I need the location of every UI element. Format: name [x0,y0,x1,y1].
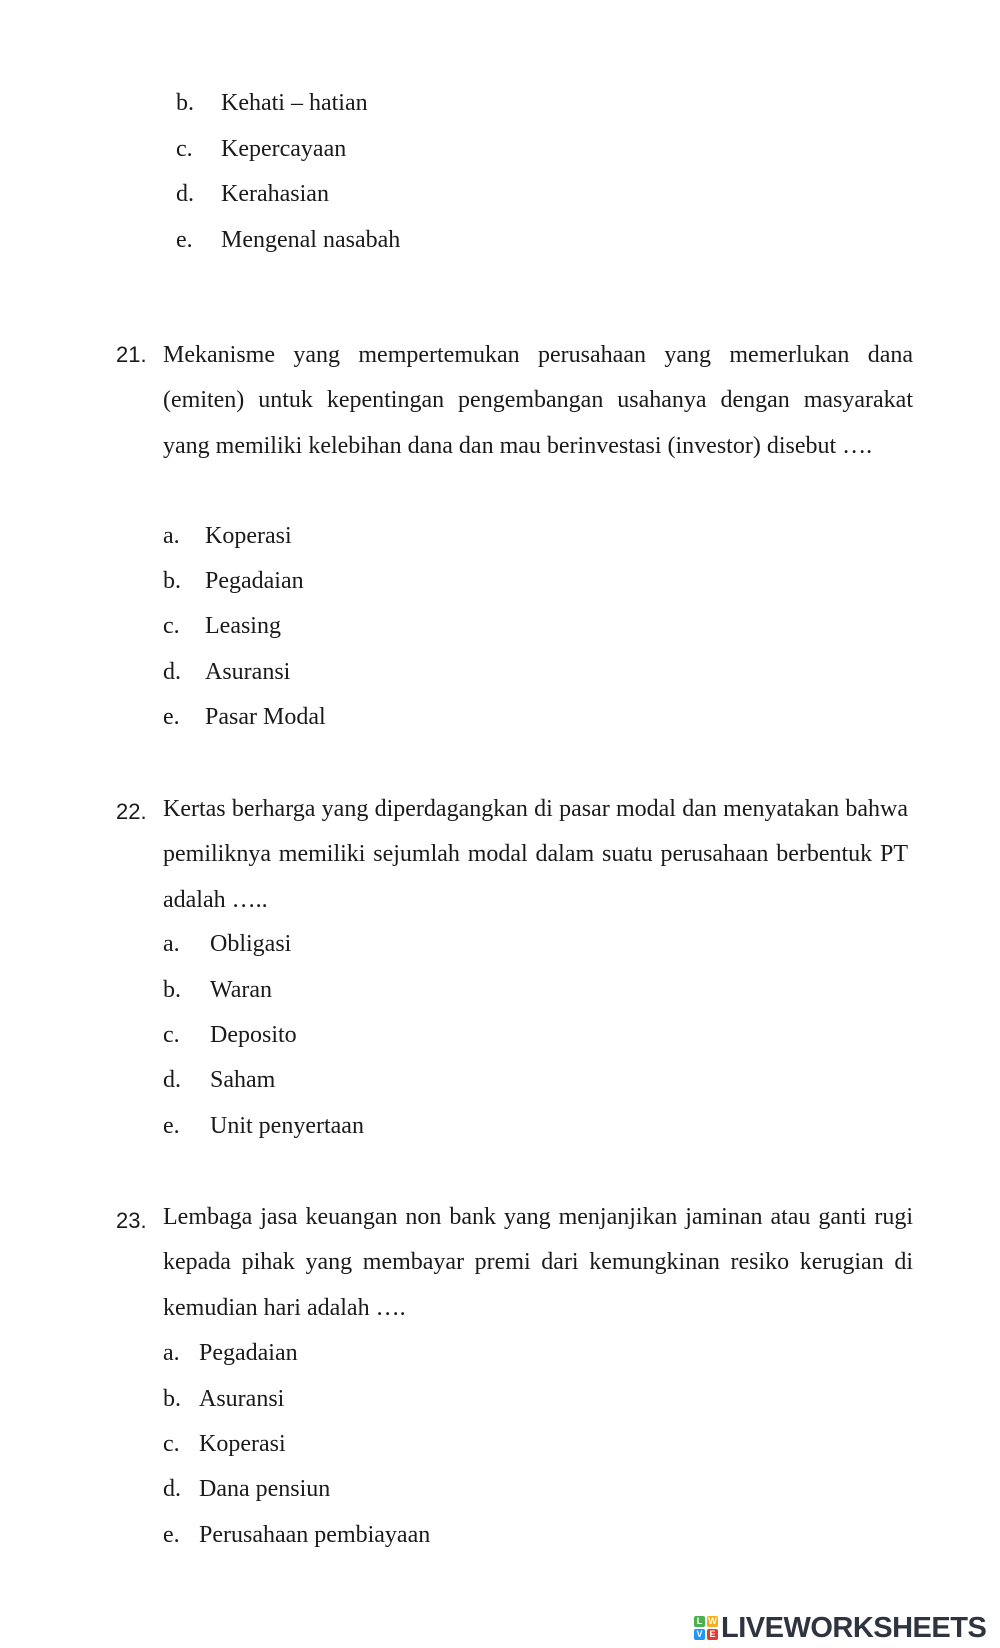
option-letter: c. [163,1022,180,1048]
logo-mark-cell: L [694,1616,705,1627]
question-text: Kertas berharga yang diperdagangkan di pasar modal dan menyatakan bahwa pemiliknya memiliki sejumlah modal dalam suatu perusahaan berbentuk PT adalah ….. [163,796,908,913]
option-text: Perusahaan pembiayaan [199,1522,431,1548]
question-number: 22. [116,799,147,824]
option-letter: e. [163,1113,180,1139]
option-text: Saham [210,1067,276,1093]
option-text: Deposito [210,1022,297,1048]
option-text: Pegadaian [199,1340,298,1366]
option-text: Waran [210,977,273,1003]
option-text: Mengenal nasabah [221,227,401,253]
option-text: Dana pensiun [199,1476,331,1502]
option-letter: c. [176,136,193,162]
option-text: Kepercayaan [221,136,347,162]
option-text: Koperasi [205,523,292,549]
option-text: Unit penyertaan [210,1113,364,1139]
option-letter: b. [163,568,181,594]
option-text: Pegadaian [205,568,304,594]
option-letter: a. [163,1340,180,1366]
option-text: Kehati – hatian [221,90,368,116]
logo-mark-icon [694,1616,718,1640]
option-text: Asuransi [205,659,291,685]
logo-mark-cell: E [707,1629,718,1640]
option-letter: c. [163,613,180,639]
logo-mark-cell: W [708,1616,717,1626]
option-letter: d. [163,659,181,685]
option-text: Koperasi [199,1431,286,1457]
option-letter: e. [176,227,193,253]
logo-mark-cell: V [694,1629,705,1640]
question-number: 21. [116,342,147,367]
question-text: Lembaga jasa keuangan non bank yang menjanjikan jaminan atau ganti rugi kepada pihak yang membayar premi dari kemungkinan resiko kerugian di kemudian hari adalah …. [163,1204,913,1321]
logo-text: LIVEWORKSHEETS [721,1611,987,1644]
option-letter: b. [163,977,181,1003]
option-letter: a. [163,523,180,549]
option-letter: d. [163,1067,181,1093]
option-letter: d. [163,1476,181,1502]
option-text: Leasing [205,613,281,639]
option-text: Asuransi [199,1386,285,1412]
option-letter: d. [176,181,194,207]
option-letter: e. [163,704,180,730]
question-text: Mekanisme yang mempertemukan perusahaan yang memerlukan dana (emiten) untuk kepentingan pengembangan usahanya dengan masyarakat yang memiliki kelebihan dana dan mau berinvestasi (investor) disebut …. [163,342,913,459]
liveworksheets-logo[interactable] [694,1608,986,1648]
option-letter: e. [163,1522,180,1548]
option-text: Kerahasian [221,181,329,207]
question-number: 23. [116,1208,147,1233]
option-letter: b. [163,1386,181,1412]
option-text: Obligasi [210,931,292,957]
option-letter: a. [163,931,180,957]
option-letter: b. [176,90,194,116]
option-letter: c. [163,1431,180,1457]
option-text: Pasar Modal [205,704,326,730]
